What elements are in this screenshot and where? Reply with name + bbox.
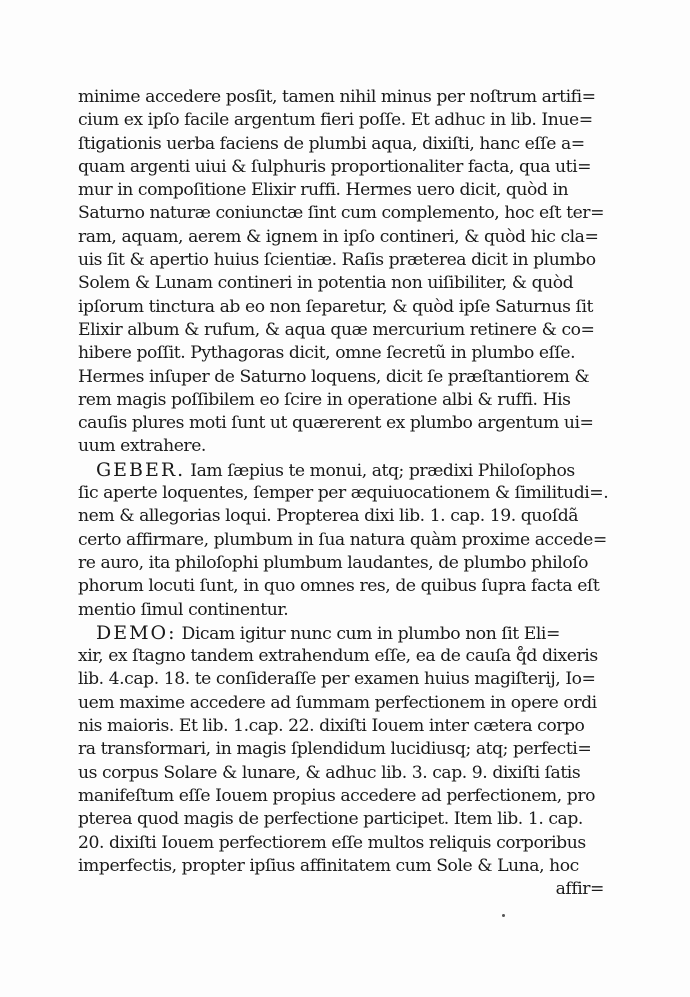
page-text <box>78 86 634 901</box>
text-line: uum extrahere. <box>78 436 206 457</box>
text-line: quam argenti uiui & ſulphuris proportionaliter facta, qua uti= <box>78 156 592 177</box>
text-line: nis maioris. Et lib. 1.cap. 22. dixiſti Iouem inter cætera corpo <box>78 716 585 737</box>
text-line: Elixir album & rufum, & aqua quæ mercurium retinere & co= <box>78 319 595 340</box>
text-line: phorum locuti ſunt, in quo omnes res, de quibus ſupra facta eſt <box>78 576 600 597</box>
text-line <box>78 622 634 645</box>
text-line: re auro, ita philoſophi plumbum laudantes, de plumbo philoſo <box>78 552 589 573</box>
text-line <box>78 459 634 482</box>
text-line: rem magis poſſibilem eo ſcire in operatione albi & ruffi. His <box>78 389 571 410</box>
text-line: Saturno naturæ coniunctæ ſint cum complemento, hoc eſt ter= <box>78 203 605 224</box>
text-line: ipſorum tinctura ab eo non ſeparetur, & quòd ipſe Saturnus ſit <box>78 296 593 317</box>
speaker-name: DEMO: <box>96 621 177 644</box>
text-line: xir, ex ſtagno tandem extrahendum eſſe, ea de cauſa q̊d dixeris <box>78 646 598 667</box>
text-line: us corpus Solare & lunare, & adhuc lib. 3. cap. 9. dixiſti ſatis <box>78 762 581 783</box>
text-line: Hermes inſuper de Saturno loquens, dicit ſe præſtantiorem & <box>78 366 590 387</box>
line-text: Iam ſæpius te monui, atq; prædixi Philoſophos <box>185 460 575 481</box>
text-line: mur in compoſitione Elixir ruffi. Hermes uero dicit, quòd in <box>78 180 569 201</box>
speaker-name: GEBER. <box>96 458 186 481</box>
text-line: certo affirmare, plumbum in ſua natura quàm proxime accede= <box>78 529 607 550</box>
text-line: uis ſit & apertio huius ſcientiæ. Raſis præterea dicit in plumbo <box>78 250 596 271</box>
text-line: lib. 4.cap. 18. te conſideraſſe per examen huius magiſterij, Io= <box>78 669 596 690</box>
line-text: Dicam igitur nunc cum in plumbo non ſit Eli= <box>176 623 560 644</box>
text-line: mentio ſimul continentur. <box>78 599 289 620</box>
text-line: ram, aquam, aerem & ignem in ipſo contineri, & quòd hic cla= <box>78 226 599 247</box>
text-line: pterea quod magis de perfectione participet. Item lib. 1. cap. <box>78 809 583 830</box>
catchword: affir= <box>555 879 604 900</box>
text-line: ſtigationis uerba faciens de plumbi aqua, dixiſti, hanc eſſe a= <box>78 133 585 154</box>
text-line: cauſis plures moti ſunt ut quærerent ex plumbo argentum ui= <box>78 413 594 434</box>
text-line: nem & allegorias loqui. Propterea dixi lib. 1. cap. 19. quoſdã <box>78 506 579 527</box>
text-line: hibere poſſit. Pythagoras dicit, omne ſecretũ in plumbo eſſe. <box>78 343 576 364</box>
text-line: uem maxime accedere ad ſummam perfectionem in opere ordi <box>78 692 597 713</box>
text-line: ſic aperte loquentes, ſemper per æquiuocationem & ſimilitudi=. <box>78 483 609 504</box>
text-line: manifeſtum eſſe Iouem propius accedere ad perfectionem, pro <box>78 785 596 806</box>
text-line: Solem & Lunam contineri in potentia non uiſibiliter, & quòd <box>78 273 574 294</box>
text-line: minime accedere posſit, tamen nihil minus per noſtrum artifi= <box>78 87 596 107</box>
ink-speck <box>502 914 505 917</box>
text-line: imperfectis, propter ipſius affinitatem cum Sole & Luna, hoc <box>78 855 579 876</box>
text-line: cium ex ipſo facile argentum fieri poſſe. Et adhuc in lib. Inue= <box>78 110 593 131</box>
text-line: 20. dixiſti Iouem perfectiorem eſſe multos reliquis corporibus <box>78 832 586 853</box>
text-line: ra transformari, in magis ſplendidum lucidiusq; atq; perfecti= <box>78 739 592 760</box>
